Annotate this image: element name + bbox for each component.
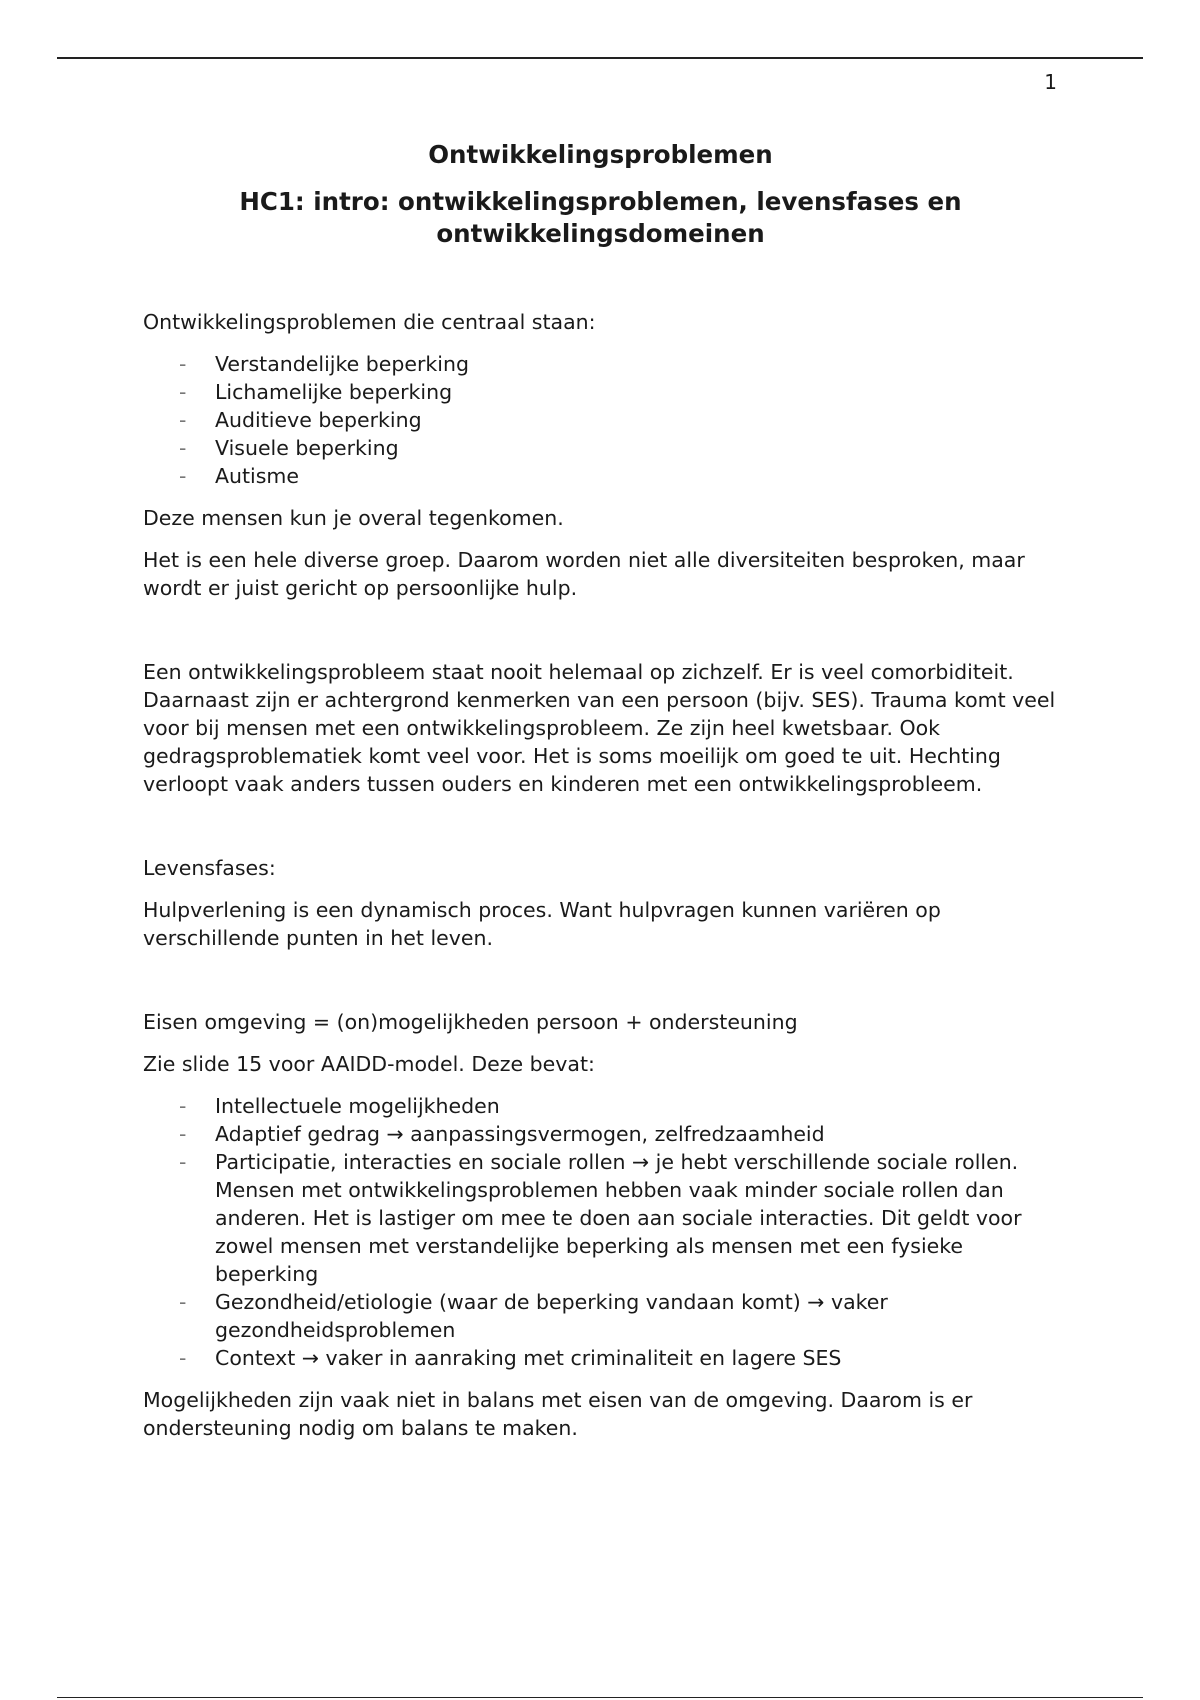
problems-list bbox=[143, 350, 1058, 490]
list-item: - Autisme bbox=[179, 464, 300, 488]
aaidd-list bbox=[143, 1092, 1058, 1372]
document-body bbox=[143, 138, 1058, 1442]
bullet-dash: - bbox=[179, 464, 187, 488]
bullet-dash: - bbox=[179, 1346, 187, 1370]
levensfases-heading: Levensfases: bbox=[143, 856, 276, 880]
footer-rule bbox=[57, 1697, 1143, 1698]
paragraph-equation: Eisen omgeving = (on)mogelijkheden persoon + ondersteuning bbox=[143, 1010, 798, 1034]
paragraph-balance: Mogelijkheden zijn vaak niet in balans met eisen van de omgeving. Daarom is er ondersteuning nodig om balans te maken. bbox=[143, 1388, 973, 1440]
list-item: - Lichamelijke beperking bbox=[179, 380, 453, 404]
paragraph-everywhere: Deze mensen kun je overal tegenkomen. bbox=[143, 506, 564, 530]
document-title: Ontwikkelingsproblemen bbox=[428, 140, 773, 169]
bullet-dash: - bbox=[179, 1122, 187, 1146]
bullet-dash: - bbox=[179, 1290, 187, 1314]
document-subtitle: HC1: intro: ontwikkelingsproblemen, levensfases en ontwikkelingsdomeinen bbox=[239, 187, 962, 248]
header-rule bbox=[57, 57, 1143, 59]
intro-heading: Ontwikkelingsproblemen die centraal staan: bbox=[143, 310, 596, 334]
bullet-dash: - bbox=[179, 380, 187, 404]
list-item: - Gezondheid/etiologie (waar de beperking vandaan komt) → vaker gezondheidsproblemen bbox=[179, 1290, 888, 1342]
list-item: - Verstandelijke beperking bbox=[179, 352, 469, 376]
paragraph-hulpverlening: Hulpverlening is een dynamisch proces. Want hulpvragen kunnen variëren op verschillende punten in het leven. bbox=[143, 898, 941, 950]
list-item: - Visuele beperking bbox=[179, 436, 399, 460]
list-item: - Adaptief gedrag → aanpassingsvermogen, zelfredzaamheid bbox=[179, 1122, 825, 1146]
list-item: - Intellectuele mogelijkheden bbox=[179, 1094, 500, 1118]
bullet-dash: - bbox=[179, 436, 187, 460]
bullet-dash: - bbox=[179, 352, 187, 376]
bullet-dash: - bbox=[179, 1094, 187, 1118]
paragraph-diverse: Het is een hele diverse groep. Daarom worden niet alle diversiteiten besproken, maar wordt er juist gericht op persoonlijke hulp. bbox=[143, 548, 1025, 600]
paragraph-comorbidity: Een ontwikkelingsprobleem staat nooit helemaal op zichzelf. Er is veel comorbiditeit. Daarnaast zijn er achtergrond kenmerken van een persoon (bijv. SES). Trauma komt veel voor bij mensen met een ontwikkelingsprobleem. Ze zijn heel kwetsbaar. Ook gedragsproblematiek komt veel voor. Het is soms moeilijk om goed te uit. Hechting verloopt vaak anders tussen ouders en kinderen met een ontwikkelingsprobleem. bbox=[143, 660, 1056, 796]
list-item: - Participatie, interacties en sociale rollen → je hebt verschillende sociale rollen. Mensen met ontwikkelingsproblemen hebben vaak minder sociale rollen dan anderen. Het is lastiger om mee te doen aan sociale interacties. Dit geldt voor zowel mensen met verstandelijke beperking als mensen met een fysieke beperking bbox=[179, 1150, 1022, 1286]
page-number: 1 bbox=[1044, 70, 1057, 94]
paragraph-aaidd: Zie slide 15 voor AAIDD-model. Deze bevat: bbox=[143, 1052, 595, 1076]
list-item: - Context → vaker in aanraking met criminaliteit en lagere SES bbox=[179, 1346, 842, 1370]
bullet-dash: - bbox=[179, 408, 187, 432]
list-item: - Auditieve beperking bbox=[179, 408, 422, 432]
bullet-dash: - bbox=[179, 1150, 187, 1174]
